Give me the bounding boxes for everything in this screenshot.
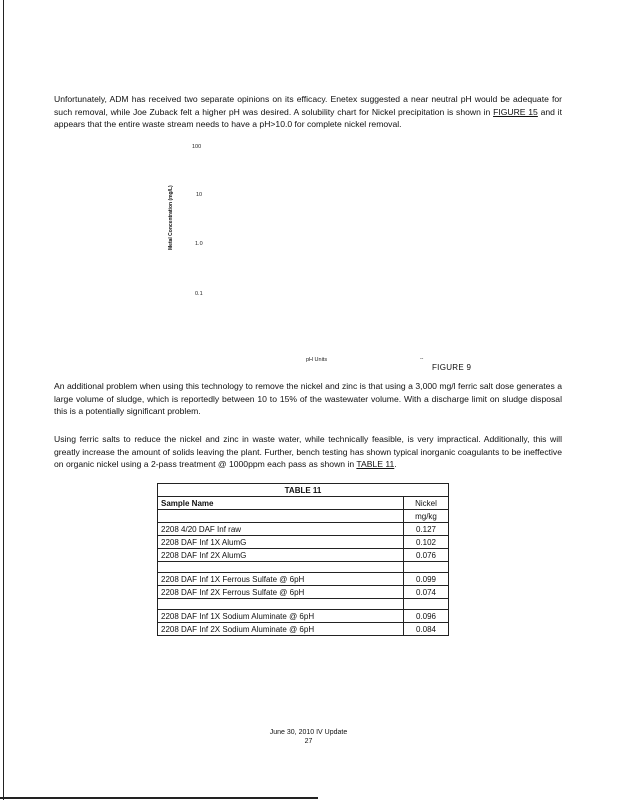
table-cell-empty: [404, 562, 449, 573]
paragraph-text: and it appears that the entire waste stream needs to have a pH>10.0 for complete nickel removal.: [54, 106, 562, 130]
paragraph-nickel-removal-opinions: [54, 93, 562, 131]
table-11-reference[interactable]: TABLE 11: [356, 459, 395, 470]
paragraph-text: Unfortunately, ADM has received two separate opinions on its efficacy. Enetex suggested a near neutral pH would be adequate for such removal, while Joe Zuback felt a higher pH was desired. A solubility chart for Nickel precipitation is shown in: [54, 94, 562, 117]
table-cell-empty: [404, 599, 449, 610]
y-axis-label: Metal Concentration (mg/L): [168, 185, 174, 250]
nickel-value-cell: 0.102: [404, 536, 449, 549]
table-cell-empty: [158, 510, 404, 523]
sample-name-cell: 2208 DAF Inf 2X Ferrous Sulfate @ 6pH: [158, 586, 404, 599]
table-spacer-row: [158, 562, 449, 573]
table-header-row: [158, 497, 449, 510]
table-unit-row: [158, 510, 449, 523]
y-tick-10: 10: [196, 192, 203, 198]
sample-name-cell: 2208 DAF Inf 2X Sodium Aluminate @ 6pH: [158, 623, 404, 636]
footer-date: June 30, 2010 IV Update: [269, 729, 348, 736]
table-11: [157, 483, 449, 636]
x-axis-label: pH Units: [306, 357, 328, 363]
table-row: [158, 623, 449, 636]
paragraph-ferric-salts: [54, 433, 562, 471]
table-row: [158, 523, 449, 536]
paragraph-text: .: [394, 459, 397, 470]
paragraph-sludge-problem: An additional problem when using this technology to remove the nickel and zinc is that using a 3,000 mg/l ferric salt dose generates a large volume of sludge, which is reportedly between 10 to 15% of the wastewater volume. With a discharge limit on sludge disposal this is a potentially significant problem.: [54, 381, 562, 417]
table-row: [158, 573, 449, 586]
y-tick-0-1: 0.1: [195, 291, 203, 297]
page-edge-line: [3, 0, 4, 800]
figure-15-reference[interactable]: FIGURE 15: [493, 106, 538, 117]
y-tick-1: 1.0: [195, 241, 203, 247]
table-cell-empty: [158, 599, 404, 610]
table-spacer-row: [158, 599, 449, 610]
table-cell-empty: [158, 562, 404, 573]
nickel-value-cell: 0.074: [404, 586, 449, 599]
y-tick-100: 100: [192, 144, 202, 150]
axis-mark: --: [420, 356, 424, 362]
table-title-row: [158, 484, 449, 497]
sample-name-cell: 2208 DAF Inf 2X AlumG: [158, 549, 404, 562]
page-number: 27: [304, 738, 313, 745]
nickel-value-cell: 0.096: [404, 610, 449, 623]
sample-name-cell: 2208 DAF Inf 1X Sodium Aluminate @ 6pH: [158, 610, 404, 623]
column-header-sample: Sample Name: [158, 497, 404, 510]
sample-name-cell: 2208 4/20 DAF Inf raw: [158, 523, 404, 536]
nickel-value-cell: 0.076: [404, 549, 449, 562]
table-row: [158, 549, 449, 562]
sample-name-cell: 2208 DAF Inf 1X AlumG: [158, 536, 404, 549]
nickel-value-cell: 0.099: [404, 573, 449, 586]
table-title: TABLE 11: [158, 484, 449, 497]
column-header-nickel: Nickel: [404, 497, 449, 510]
table-row: [158, 536, 449, 549]
nickel-value-cell: 0.084: [404, 623, 449, 636]
paragraph-text: Using ferric salts to reduce the nickel and zinc in waste water, while technically feasible, is very impractical. Additionally, this will greatly increase the amount of solids leaving the plant. Further, bench testing has shown typical inorganic coagulants to be ineffective on organic nickel using a 2-pass treatment @ 1000ppm each pass as shown in: [54, 434, 562, 470]
sample-name-cell: 2208 DAF Inf 1X Ferrous Sulfate @ 6pH: [158, 573, 404, 586]
figure-caption: FIGURE 9: [432, 363, 472, 372]
footer-rule: [0, 797, 318, 799]
table-row: [158, 610, 449, 623]
unit-cell: mg/kg: [404, 510, 449, 523]
table-row: [158, 586, 449, 599]
nickel-value-cell: 0.127: [404, 523, 449, 536]
